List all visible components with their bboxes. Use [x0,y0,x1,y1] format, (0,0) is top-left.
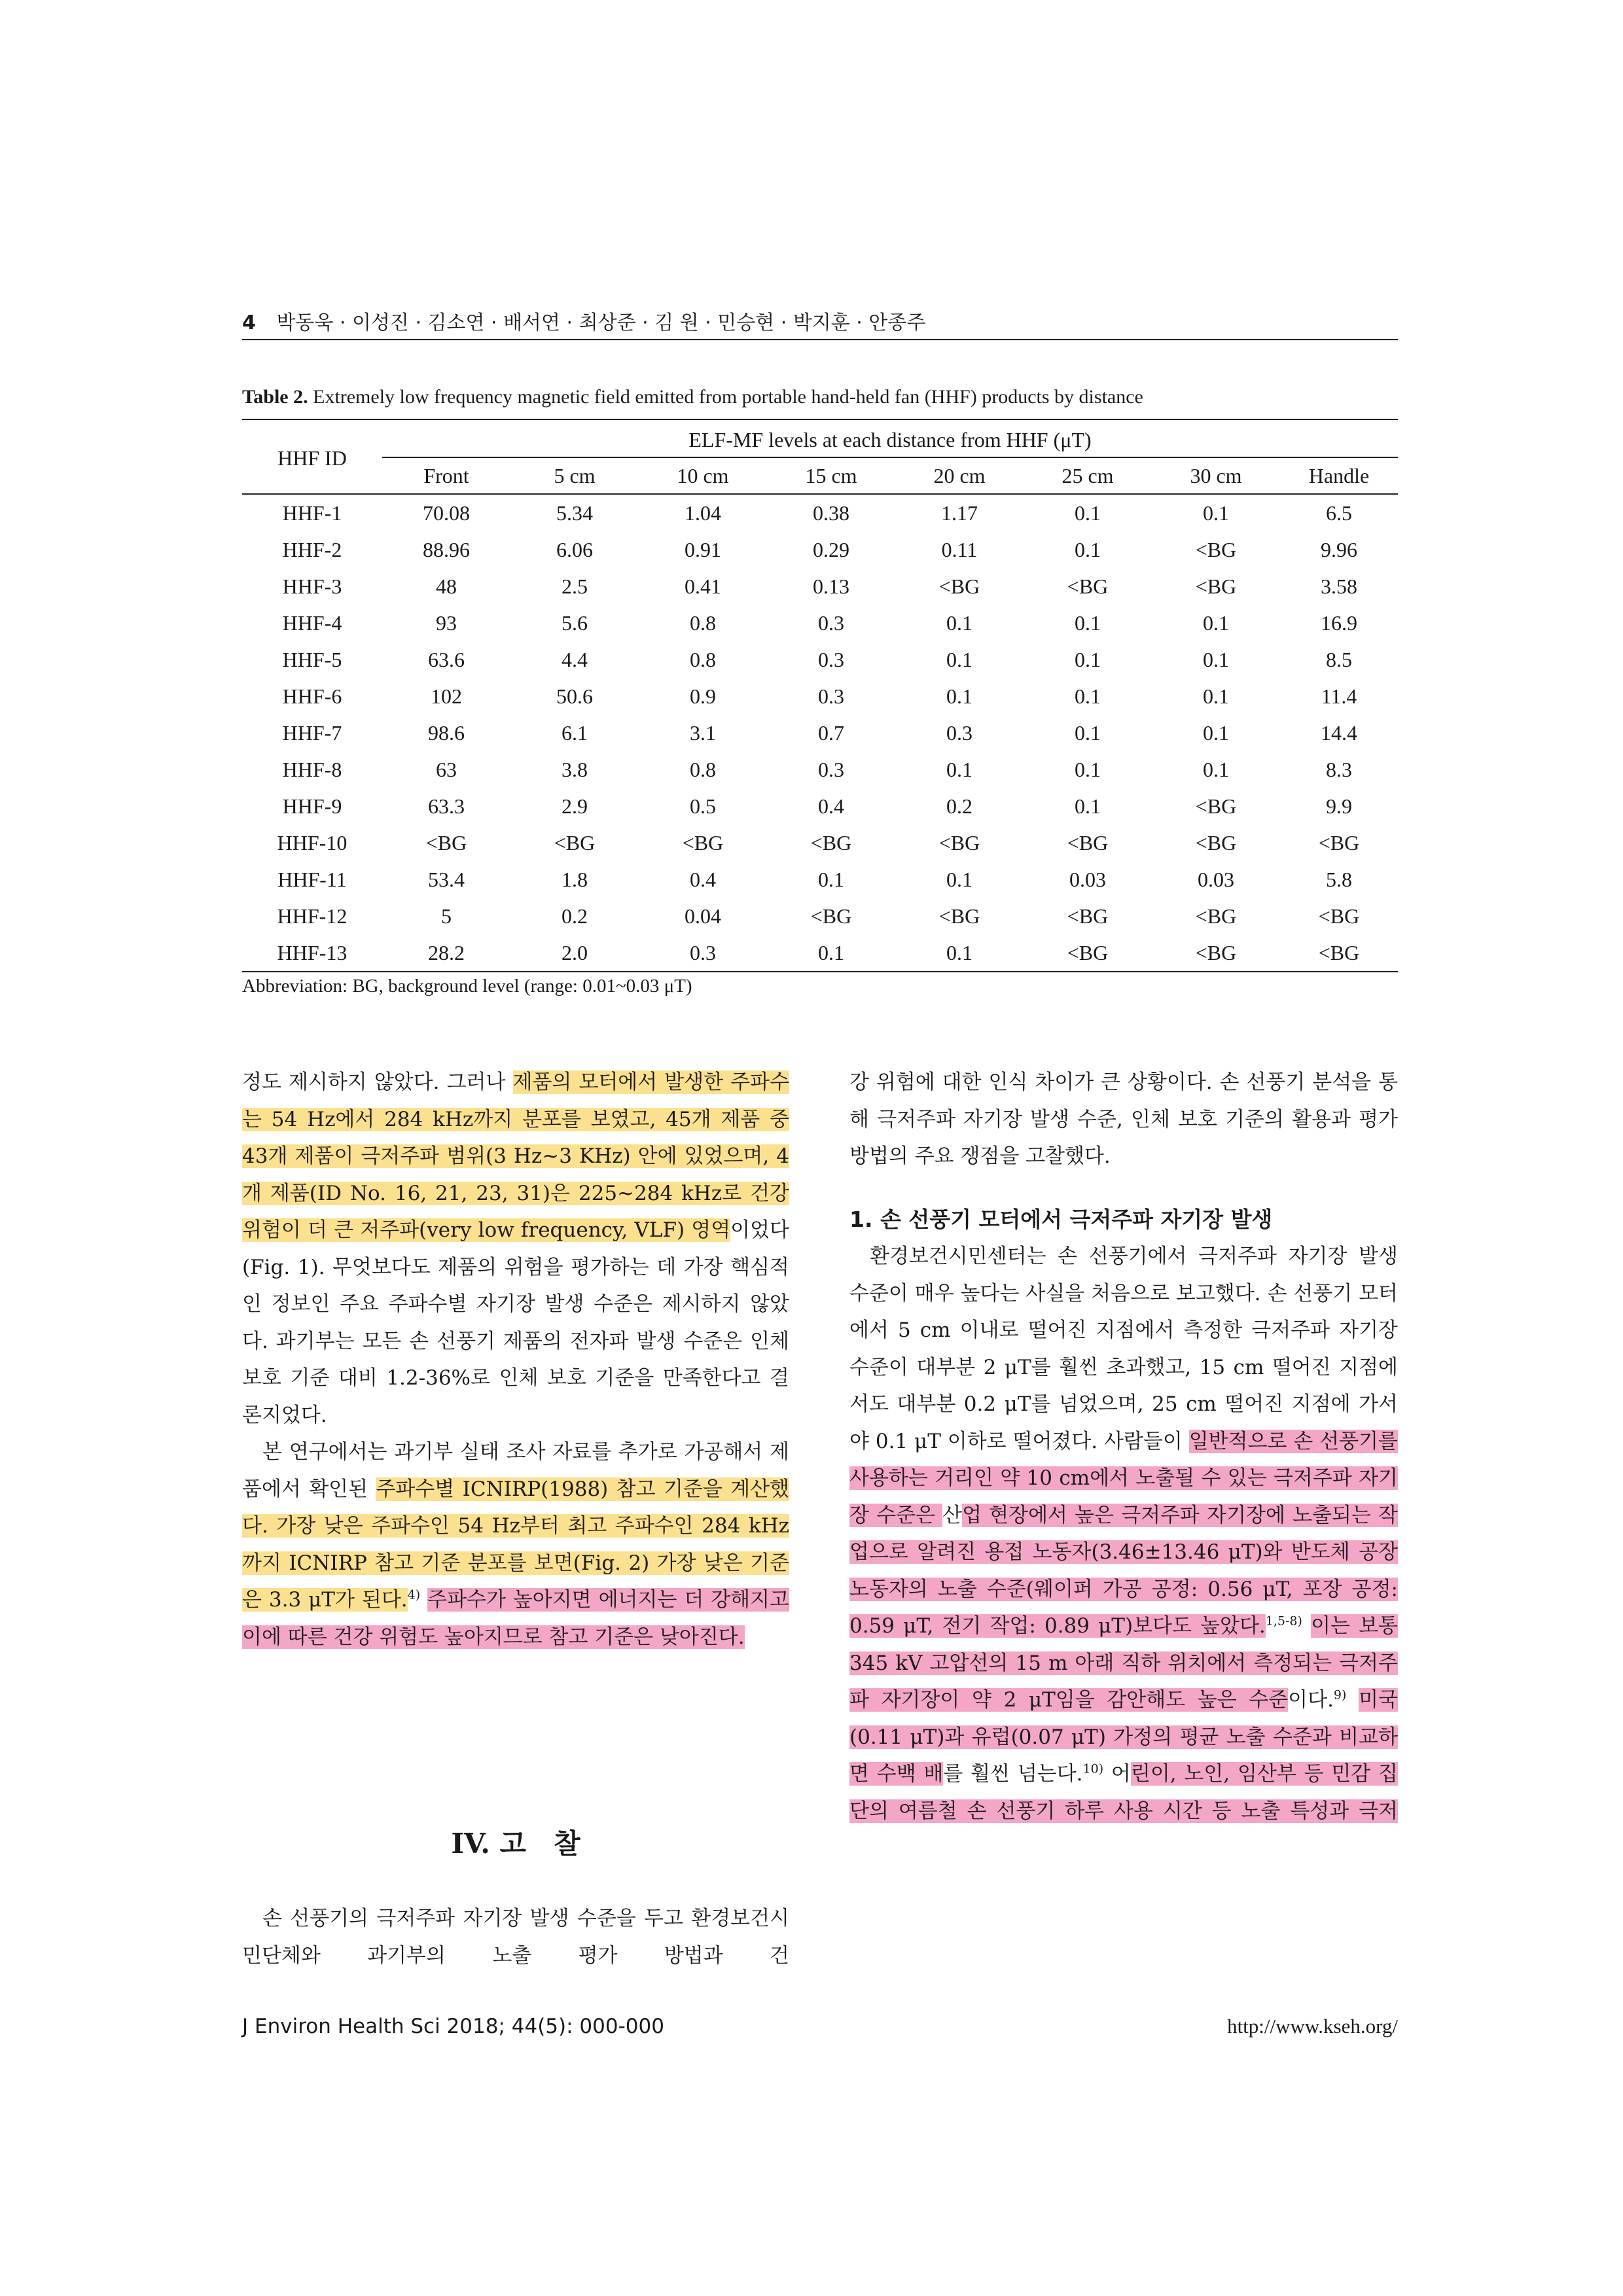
value-cell: 0.8 [690,647,716,671]
left-column-bottom [242,1900,789,1974]
row-id-cell: HHF-12 [277,904,348,928]
value-cell: <BG [1195,904,1237,928]
value-cell: 0.4 [690,867,716,891]
value-cell: 0.13 [813,574,849,598]
value-cell: 0.1 [1075,794,1101,818]
text-segment: 이다. [1288,1688,1334,1712]
table-top-rule [242,419,1398,420]
author-list: 박동욱 · 이성진 · 김소연 · 배서연 · 최상준 · 김 원 · 민승현 · 박지훈 · 안종주 [276,311,926,334]
text-segment: 어 [1103,1762,1131,1786]
highlighted-text: 이는 보통 345 kV 고압선의 15 m 아래 직하 위치에서 측정되는 극저주파 자기장이 약 2 μT임을 감안해도 높은 수준 [849,1614,1398,1712]
value-cell: 0.1 [1075,610,1101,635]
value-cell: 63.6 [428,647,465,671]
value-cell: 0.04 [685,904,721,928]
highlighted-text: 제품의 모터에서 발생한 주파수는 54 Hz에서 284 kHz까지 분포를 보였고, 45개 제품 중 43개 제품이 극저주파 범위(3 Hz~3 KHz) 안에 있었으며, 4개 제품(ID No. 16, 21, 23, 31)은 225~284 kHz로 건강 위험이 더 큰 저주파(very low frequency, VLF) 영역 [242,1070,790,1242]
value-cell: 70.08 [423,501,470,525]
col-header-row [242,457,1398,494]
value-cell: 0.03 [1198,867,1234,891]
row-id-cell: HHF-1 [282,501,342,525]
value-cell: 5.6 [562,610,588,635]
value-cell: 0.8 [690,757,716,781]
row-id-cell: HHF-11 [277,867,347,891]
table-row [242,605,1398,641]
value-cell: 1.04 [685,501,721,525]
citation-superscript: 9) [1333,1687,1347,1703]
table-container [242,419,1398,972]
value-cell: 0.3 [639,934,767,972]
citation-superscript: 10) [1082,1761,1104,1776]
value-cell: 0.1 [1203,720,1229,745]
value-cell: <BG [1318,830,1360,855]
highlighted-text: 일반적으로 손 선풍기를 사용하는 거리인 약 10 cm에서 노출될 수 있는 극저주파 자기장 수준은 [849,1429,1398,1527]
value-cell: <BG [425,830,467,855]
value-cell: 0.1 [1203,684,1229,708]
citation-superscript: 4) [407,1587,421,1602]
table-row [242,494,1398,531]
row-id-cell: HHF-13 [242,934,382,972]
row-id-cell: HHF-6 [282,684,342,708]
table-row [242,751,1398,788]
table-row [242,861,1398,898]
value-cell: 0.3 [818,684,844,708]
text-segment: 산 [942,1503,963,1527]
left-column [242,1064,789,1655]
value-cell: 0.1 [818,867,844,891]
value-cell: 0.1 [767,934,895,972]
value-cell: 0.1 [946,647,972,671]
text-segment: 환경보건시민센터는 손 선풍기에서 극저주파 자기장 발생 수준이 매우 높다는 사실을 처음으로 보고했다. 손 선풍기 모터에서 5 cm 이내로 떨어진 지점에서 측정한 극저주파 자기장 수준이 대부분 2 μT를 훨씬 초과했고, 15 cm 떨어진 지점에서도 대부분 0.2 μT를 넘었으며, 25 cm 떨어진 지점에 가서야 0.1 μT 이하로 떨어졌다. 사람들이 [849,1245,1398,1453]
value-cell: 102 [431,684,462,708]
row-id-cell: HHF-3 [282,574,342,598]
value-cell: 0.1 [1075,501,1101,525]
value-cell: 3.58 [1321,574,1357,598]
table-row [242,568,1398,605]
value-cell: <BG [1280,934,1398,972]
value-cell: 0.1 [1075,537,1101,561]
value-cell: <BG [810,830,852,855]
value-cell: 53.4 [428,867,465,891]
value-cell: <BG [1067,830,1109,855]
value-cell: <BG [938,830,980,855]
col-header: 5 cm [510,457,639,494]
value-cell: 0.1 [1203,647,1229,671]
value-cell: 8.5 [1326,647,1352,671]
table-row [242,531,1398,568]
highlighted-text: 린이, 노인, 임산부 등 민감 집단의 여름철 손 선풍기 하루 사용 시간 등 노출 특성과 극저 [849,1762,1398,1823]
value-cell: 0.3 [818,647,844,671]
value-cell: 9.9 [1326,794,1352,818]
col-header-id: HHF ID [242,423,382,494]
value-cell: 48 [436,574,457,598]
value-cell: <BG [1195,830,1237,855]
value-cell: 0.03 [1069,867,1106,891]
col-header: Handle [1280,457,1398,494]
table-row [242,824,1398,861]
value-cell: <BG [554,830,596,855]
value-cell: 1.17 [941,501,978,525]
value-cell: 0.9 [690,684,716,708]
text-segment [1302,1614,1311,1638]
value-cell: 0.7 [818,720,844,745]
highlighted-text: 주파수별 ICNIRP(1988) 참고 기준을 계산했다. 가장 낮은 주파수인 54 Hz부터 최고 주파수인 284 kHz까지 ICNIRP 참고 기준 분포를 보면(Fig. 2) 가장 낮은 기준은 3.3 μT가 된다. [242,1477,789,1612]
value-cell: <BG [1195,574,1237,598]
value-cell: 0.38 [813,501,849,525]
right-paragraph-1: 강 위험에 대한 인식 차이가 큰 상황이다. 손 선풍기 분석을 통해 극저주파 자기장 발생 수준, 인체 보호 기준의 활용과 평가 방법의 주요 쟁점을 고찰했다. [849,1070,1398,1168]
col-header: 20 cm [895,457,1024,494]
value-cell: 93 [436,610,457,635]
subsection-title: 1. 손 선풍기 모터에서 극저주파 자기장 발생 [849,1206,1273,1232]
value-cell: 0.1 [946,684,972,708]
col-header: 10 cm [639,457,767,494]
value-cell: 0.1 [1203,610,1229,635]
col-header: Front [382,457,510,494]
table-caption [242,386,1398,408]
value-cell: 0.11 [941,537,978,561]
table-row [242,788,1398,824]
table-row [242,678,1398,715]
text-segment [420,1588,427,1612]
row-id-cell: HHF-10 [277,830,348,855]
value-cell: 2.0 [510,934,639,972]
value-cell: 2.9 [562,794,588,818]
text-segment: 를 훨씬 넘는다. [943,1762,1083,1786]
value-cell: 0.29 [813,537,849,561]
journal-citation: J Environ Health Sci 2018; 44(5): 000-000 [242,2015,664,2038]
value-cell: 0.2 [946,794,972,818]
value-cell: 5.8 [1326,867,1352,891]
value-cell: 0.8 [690,610,716,635]
value-cell: <BG [810,904,852,928]
value-cell: 3.8 [562,757,588,781]
value-cell: 0.1 [1203,501,1229,525]
value-cell: <BG [938,574,980,598]
value-cell: 0.5 [690,794,716,818]
table-caption-text: Extremely low frequency magnetic field emitted from portable hand-held fan (HHF) products by distance [308,386,1143,408]
value-cell: 0.3 [818,757,844,781]
value-cell: 63.3 [428,794,465,818]
col-header: 15 cm [767,457,895,494]
value-cell: 8.3 [1326,757,1352,781]
value-cell: 16.9 [1321,610,1357,635]
table-abbreviation: Abbreviation: BG, background level (range: 0.01~0.03 μT) [242,976,692,997]
value-cell: 28.2 [382,934,510,972]
value-cell: 6.1 [562,720,588,745]
right-column [849,1064,1398,1829]
value-cell: 6.5 [1326,501,1352,525]
value-cell: 2.5 [562,574,588,598]
row-id-cell: HHF-2 [282,537,342,561]
left-paragraph-3: 손 선풍기의 극저주파 자기장 발생 수준을 두고 환경보건시민단체와 과기부의 노출 평가 방법과 건 [242,1907,789,1968]
value-cell: <BG [1067,574,1109,598]
value-cell: 0.1 [895,934,1024,972]
value-cell: 1.8 [562,867,588,891]
highlighted-text: 주파수가 높아지면 에너지는 더 강해지고 이에 따른 건강 위험도 높아지므로 참고 기준은 낮아진다. [242,1588,790,1649]
value-cell: 0.91 [685,537,721,561]
value-cell: 4.4 [562,647,588,671]
journal-url: http://www.kseh.org/ [1227,2015,1398,2038]
value-cell: 0.3 [946,720,972,745]
running-header [242,306,1398,340]
table-row [242,934,1398,972]
col-group-header: ELF-MF levels at each distance from HHF (μT) [382,423,1398,457]
table-body [242,494,1398,972]
value-cell: 98.6 [428,720,465,745]
value-cell: 0.1 [1203,757,1229,781]
value-cell: 11.4 [1321,684,1357,708]
row-id-cell: HHF-8 [282,757,342,781]
value-cell: <BG [1318,904,1360,928]
value-cell: 6.06 [556,537,593,561]
value-cell: 0.1 [946,610,972,635]
value-cell: 88.96 [423,537,470,561]
table-row [242,898,1398,934]
value-cell: <BG [682,830,724,855]
text-segment: 정도 제시하지 않았다. 그러나 [242,1070,513,1094]
value-cell: 0.4 [818,794,844,818]
left-paragraph-2 [242,1434,789,1655]
value-cell: 0.1 [1075,757,1101,781]
elf-mf-table [242,423,1398,972]
value-cell: 0.1 [1075,647,1101,671]
value-cell: <BG [1195,537,1237,561]
value-cell: <BG [938,904,980,928]
value-cell: 14.4 [1321,720,1357,745]
right-paragraph-2 [849,1238,1398,1829]
row-id-cell: HHF-5 [282,647,342,671]
value-cell: 0.2 [562,904,588,928]
row-id-cell: HHF-9 [282,794,342,818]
value-cell: 5.34 [556,501,593,525]
highlighted-text: 업 현장에서 높은 극저주파 자기장에 노출되는 작업으로 알려진 용접 노동자(3.46±13.46 μT)와 반도체 공장 노동자의 노출 수준(웨이퍼 가공 공정: 0.56 μT, 포장 공정: 0.59 μT, 전기 작업: 0.89 μT)보다도 높았다. [849,1503,1398,1638]
col-header: 30 cm [1152,457,1280,494]
value-cell: 0.1 [946,757,972,781]
text-segment: 본 연구에서는 과기부 실태 조사 자료를 추가로 가공해서 제품에서 확인된 [242,1440,789,1501]
left-paragraph-1 [242,1064,789,1434]
value-cell: 0.3 [818,610,844,635]
value-cell: <BG [1195,794,1237,818]
value-cell: <BG [1024,934,1152,972]
value-cell: 63 [436,757,457,781]
page-number: 4 [242,311,256,334]
table-row [242,715,1398,751]
table-caption-label: Table 2. [242,386,308,408]
text-segment [1346,1688,1359,1712]
value-cell: 5 [441,904,452,928]
row-id-cell: HHF-4 [282,610,342,635]
value-cell: 9.96 [1321,537,1357,561]
value-cell: 0.1 [1075,684,1101,708]
value-cell: 50.6 [556,684,593,708]
table-row [242,641,1398,678]
text-segment: 이었다(Fig. 1). 무엇보다도 제품의 위험을 평가하는 데 가장 핵심적인 정보인 주요 주파수별 자기장 발생 수준은 제시하지 않았다. 과기부는 모든 손 선풍기 제품의 전자파 발생 수준은 인체 보호 기준 대비 1.2-36%로 인체 보호 기준을 만족한다고 결론지었다. [242,1218,789,1427]
value-cell: 0.1 [1075,720,1101,745]
value-cell: <BG [1152,934,1280,972]
col-header: 25 cm [1024,457,1152,494]
section-title: IV. 고 찰 [451,1828,580,1860]
value-cell: <BG [1067,904,1109,928]
spacer [849,1175,1398,1201]
highlighted-text: 미국(0.11 μT)과 유럽(0.07 μT) 가정의 평균 노출 수준과 비교하면 수백 배 [849,1688,1398,1786]
value-cell: 0.1 [946,867,972,891]
value-cell: 0.41 [685,574,721,598]
value-cell: 3.1 [690,720,716,745]
citation-superscript: 1,5-8) [1265,1614,1302,1629]
row-id-cell: HHF-7 [282,720,342,745]
